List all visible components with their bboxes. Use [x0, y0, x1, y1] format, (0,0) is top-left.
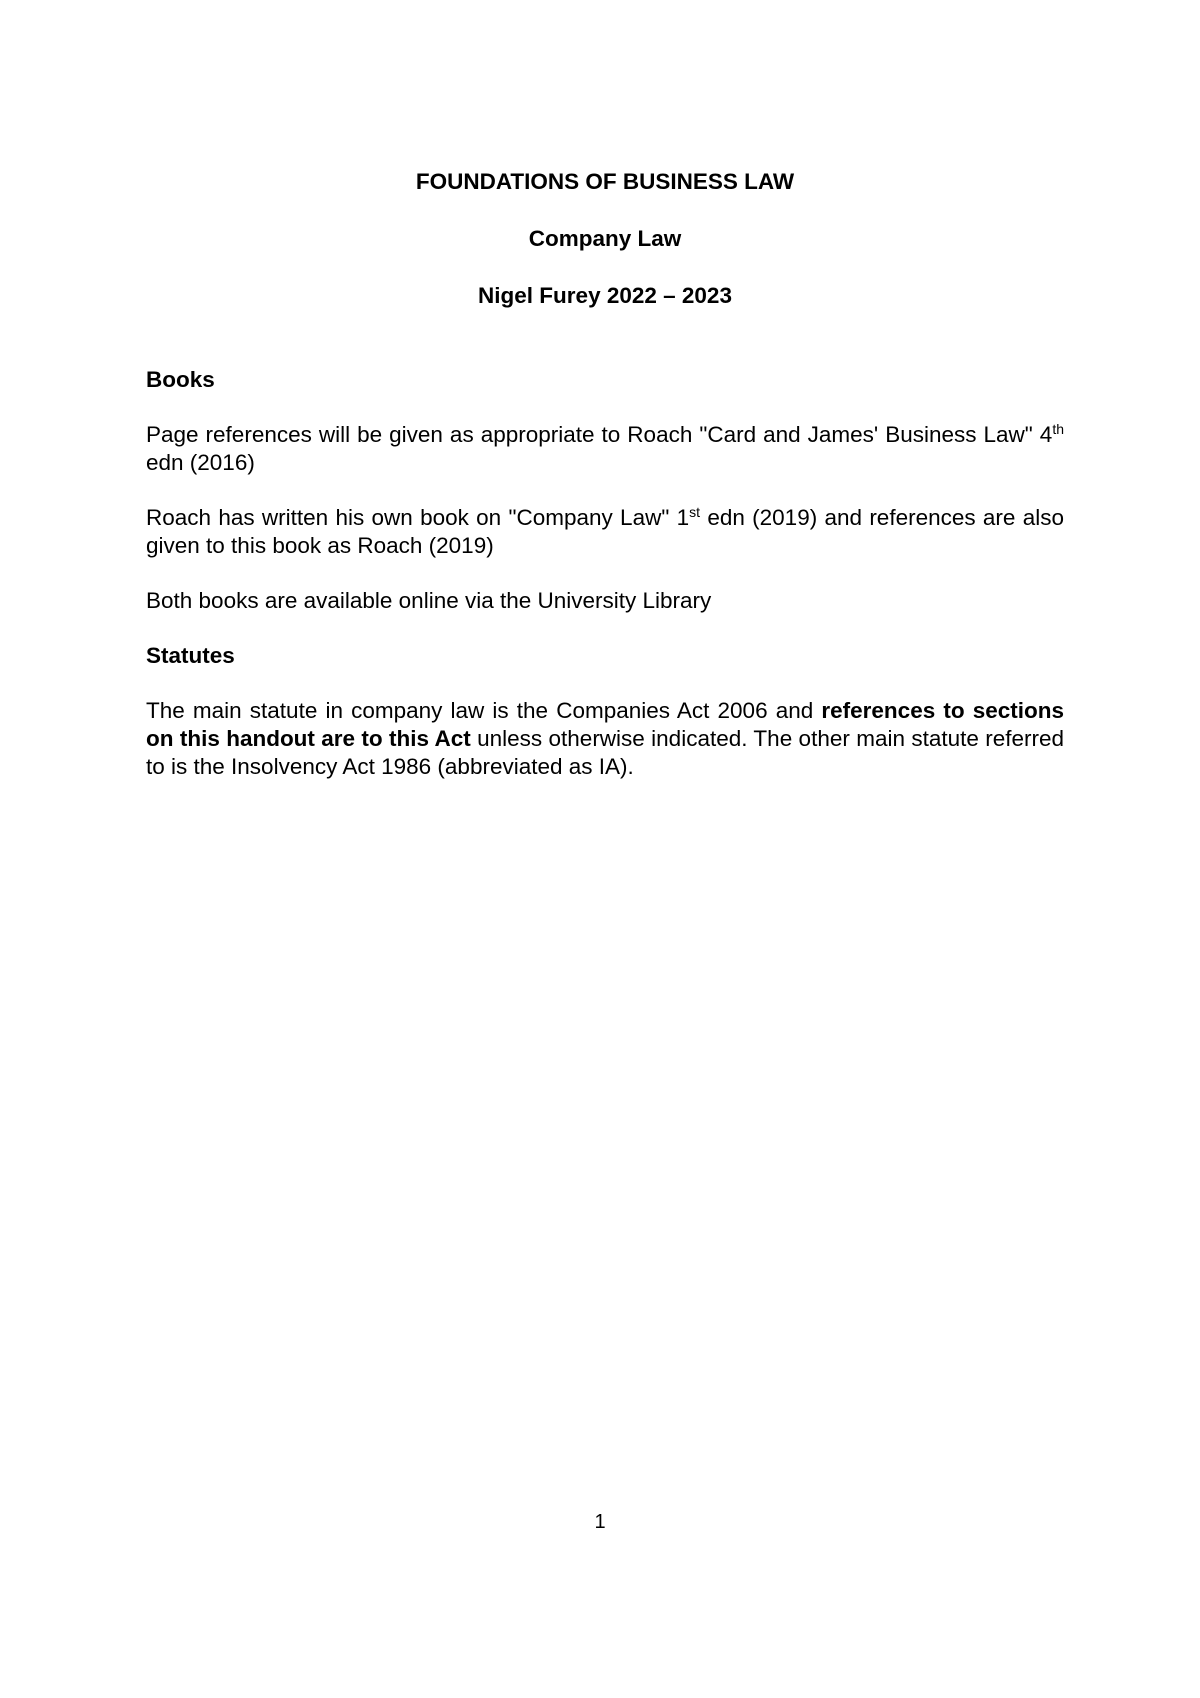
books-paragraph-1-text-end: edn (2016) — [146, 450, 255, 475]
page-number: 1 — [594, 1511, 606, 1533]
books-paragraph-2-text-end: edn (2019) and references are also given to this book as Roach (2019) — [146, 505, 1065, 558]
statutes-paragraph-1-emphasis: references to sections on this handout are to this Act — [146, 698, 1064, 751]
books-paragraph-2 — [146, 504, 1064, 560]
author-line: Nigel Furey 2022 – 2023 — [478, 283, 732, 308]
books-paragraph-3: Both books are available online via the University Library — [146, 588, 712, 613]
books-paragraph-2-superscript: st — [689, 504, 701, 520]
books-paragraph-1 — [146, 421, 1064, 477]
books-paragraph-2-text: Roach has written his own book on "Company Law" 1 — [146, 505, 690, 530]
statutes-paragraph-1 — [146, 697, 1064, 781]
statutes-paragraph-1-text: The main statute in company law is the Companies Act 2006 and — [146, 698, 822, 723]
document-title: FOUNDATIONS OF BUSINESS LAW — [415, 169, 795, 194]
statutes-heading: Statutes — [146, 643, 235, 668]
books-paragraph-1-superscript: th — [1052, 421, 1064, 437]
books-heading: Books — [146, 367, 215, 392]
books-paragraph-1-text: Page references will be given as appropriate to Roach "Card and James' Business Law" 4 — [146, 422, 1053, 447]
document-subtitle: Company Law — [528, 226, 682, 251]
statutes-paragraph-1-text-end: unless otherwise indicated. The other main statute referred to is the Insolvency Act 1986 (abbreviated as IA). — [146, 726, 1064, 779]
document-content — [146, 168, 1064, 808]
